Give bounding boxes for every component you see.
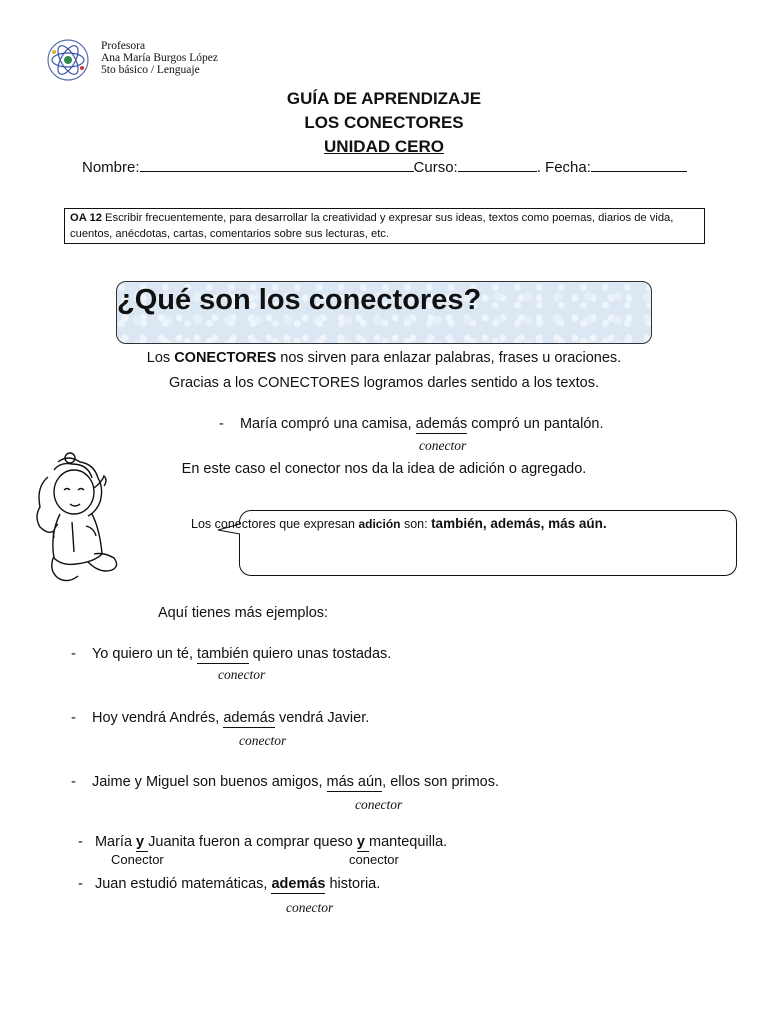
example-text: Juan estudió matemáticas,: [94, 876, 272, 892]
example-text: María compró una camisa,: [239, 416, 416, 432]
objective-box: [64, 208, 705, 244]
dash: -: [78, 876, 83, 892]
example-y: [78, 834, 447, 850]
objective-text: Escribir frecuentemente, para desarrollar la creatividad y expresar sus ideas, textos como poemas, diarios de vida, cuentos, anécdotas, cartas, comentarios sobre sus lecturas, etc.: [70, 212, 674, 240]
explanation-text: En este caso el conector nos da la idea de adición o agregado.: [181, 461, 587, 477]
dash: -: [219, 416, 224, 432]
connector-label-upper: Conector: [111, 852, 164, 867]
example-text: , ellos son primos.: [382, 774, 499, 790]
school-logo: [40, 38, 96, 82]
bubble-text-part: son:: [400, 517, 432, 531]
connector-label: conector: [349, 852, 399, 867]
girl-illustration: [28, 452, 128, 592]
connector-word: más aún: [326, 774, 383, 790]
bubble-bold: también, además, más aún.: [431, 516, 607, 531]
header-line-course: 5to básico / Lenguaje: [101, 64, 200, 76]
example-text: Hoy vendrá Andrés,: [91, 710, 224, 726]
topic-title: LOS CONECTORES: [304, 113, 464, 132]
example-1: [71, 646, 391, 662]
connector-word: además: [415, 416, 468, 432]
unit-title: UNIDAD CERO: [324, 137, 444, 156]
example-text: compró un pantalón.: [467, 416, 604, 432]
course-field[interactable]: [458, 158, 537, 172]
name-field[interactable]: [140, 158, 414, 172]
example-last: [78, 876, 380, 892]
example-3: [71, 774, 499, 790]
more-examples-title: Aquí tienes más ejemplos:: [158, 605, 329, 621]
connector-word: también: [197, 646, 249, 662]
connector-label: conector: [286, 900, 334, 915]
bubble-text: [191, 516, 607, 531]
intro-text: nos sirven para enlazar palabras, frases u oraciones.: [276, 350, 622, 366]
connector-label: conector: [239, 733, 287, 748]
example-text: Juanita fueron a comprar queso: [148, 834, 357, 850]
dash: -: [71, 710, 76, 726]
date-label: . Fecha:: [536, 159, 591, 176]
intro-line-2: Gracias a los CONECTORES logramos darles sentido a los textos.: [168, 375, 600, 391]
example-main: [219, 416, 603, 432]
connector-word: además: [271, 876, 326, 892]
example-text: María: [94, 834, 137, 850]
header-line-role: Profesora: [101, 40, 146, 52]
example-text: Yo quiero un té,: [91, 646, 198, 662]
connector-label: conector: [355, 797, 403, 812]
example-text: mantequilla.: [368, 834, 448, 850]
connector-label: conector: [419, 438, 467, 453]
connector-word: y: [136, 834, 149, 850]
bubble-text-part: Los conectores que expresan: [191, 517, 359, 531]
example-text: quiero unas tostadas.: [248, 646, 392, 662]
student-form: [82, 158, 687, 176]
date-field[interactable]: [591, 158, 687, 172]
intro-line-1: [0, 350, 768, 366]
header-line-name: Ana María Burgos López: [101, 52, 218, 64]
course-label: Curso:: [413, 159, 458, 176]
intro-text: Los: [146, 350, 175, 366]
example-text: vendrá Javier.: [274, 710, 370, 726]
connector-word: además: [223, 710, 275, 726]
intro-bold: CONECTORES: [174, 350, 277, 366]
example-2: [71, 710, 369, 726]
connector-label: conector: [218, 667, 266, 682]
bubble-bold: adición: [358, 517, 401, 531]
dash: -: [78, 834, 83, 850]
connector-word: y: [356, 834, 369, 850]
question-heading: ¿Qué son los conectores?: [117, 284, 482, 316]
name-label: Nombre:: [82, 159, 140, 176]
guide-title: GUÍA DE APRENDIZAJE: [286, 89, 482, 108]
teacher-header: [101, 40, 218, 76]
objective-code: OA 12: [70, 212, 102, 224]
example-text: historia.: [325, 876, 381, 892]
example-text: Jaime y Miguel son buenos amigos,: [91, 774, 327, 790]
dash: -: [71, 774, 76, 790]
dash: -: [71, 646, 76, 662]
